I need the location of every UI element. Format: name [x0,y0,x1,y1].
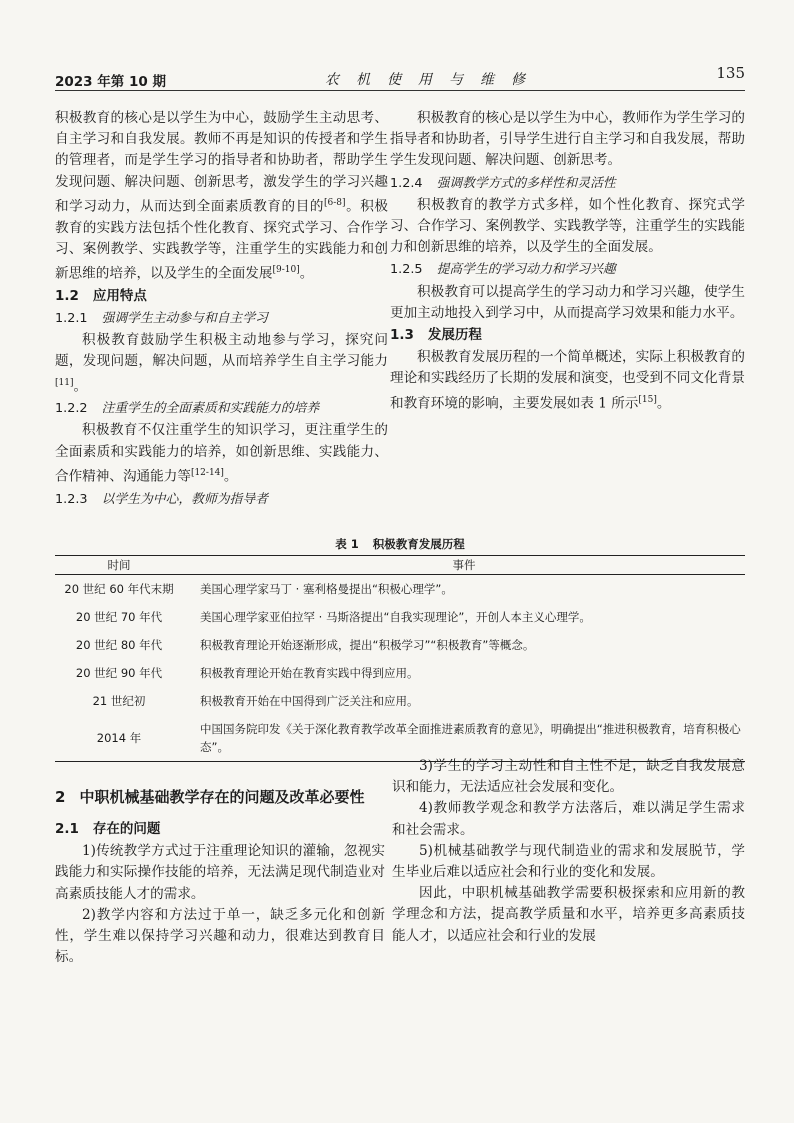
paragraph [390,347,745,414]
section-number: 2 [55,788,66,806]
paragraph-text: 积极教育发展历程的一个简单概述，实际上积极教育的理论和实践经历了长期的发展和演变，也受到不同文化背景和教育环境的影响，主要发展如表 1 所示 [390,349,745,412]
list-item: 1)传统教学方式过于注重理论知识的灌输，忽视实践能力和实际操作技能的培养，无法满足现代制造业对高素质技能人才的需求。 [55,843,385,902]
list-item: 4)教师教学观念和教学方法落后，难以满足学生需求和社会需求。 [392,800,745,838]
left-column-bottom [55,785,385,968]
citation: [6-8] [324,197,346,208]
citation: [11] [55,377,74,388]
paragraph: 积极教育的教学方式多样，如个性化教育、探究式学习、合作学习、案例教学、实践教学等，注重学生的实践能力和创新思维的培养，以及学生的全面发展。 [390,196,745,256]
section-number: 2.1 [55,821,79,837]
issue-label: 2023 年第 10 期 [55,74,166,90]
table-row [55,659,745,687]
paragraph-text: 积极教育鼓励学生积极主动地参与学习，探究问题，发现问题，解决问题，从而培养学生自主学习能力 [55,332,388,370]
section-title: 发展历程 [427,327,482,344]
paragraph-text: 积极教育不仅注重学生的知识学习，更注重学生的全面素质和实践能力的培养，如创新思维、实践能力、合作精神、沟通能力等 [55,422,388,485]
section-title: 强调教学方式的多样性和灵活性 [436,175,616,191]
table-header-row [55,556,745,575]
section-heading-1-2-2 [55,398,388,419]
paragraph-text: 。积极教育的实践方法包括个性化教育、探究式学习、合作学习、案例教学、实践教学等，注重学生的实践能力和创新思维的培养，以及学生的全面发展 [55,198,389,282]
section-heading-1-2 [55,286,388,307]
section-title: 存在的问题 [92,821,161,837]
cell-event: 积极教育理论开始逐渐形成，提出“积极学习”“积极教育”等概念。 [200,638,535,652]
section-title: 中职机械基础教学存在的问题及改革必要性 [79,788,365,806]
section-number: 1.3 [390,327,414,344]
citation: [12-14] [190,467,224,478]
column-header-event: 事件 [452,558,476,572]
citation: [15] [638,394,657,405]
section-number: 1.2.3 [55,491,88,507]
table-row [55,715,745,762]
section-number: 1.2.5 [390,262,423,278]
section-title: 应用特点 [92,287,147,304]
section-number: 1.2.2 [55,401,88,417]
right-column-top [390,108,745,414]
paragraph: 积极教育的核心是以学生为中心，教师作为学生学习的指导者和协助者，引导学生进行自主学习和自我发展，帮助学生发现问题、解决问题、创新思考。 [390,110,745,169]
section-heading-2-1 [55,819,385,840]
left-column-top [55,108,388,511]
citation: [9-10] [272,264,300,275]
cell-event: 美国心理学家马丁 · 塞利格曼提出“积极心理学”。 [200,582,453,596]
table-row [55,687,745,715]
section-heading-1-3 [390,325,745,346]
section-title: 提高学生的学习动力和学习兴趣 [436,262,616,278]
paragraph [55,330,388,397]
table-caption [55,536,745,552]
cell-time: 2014 年 [96,731,142,745]
section-heading-2 [55,785,385,809]
section-number: 1.2.4 [390,175,423,191]
cell-event: 积极教育理论开始在教育实践中得到应用。 [200,666,419,680]
paragraph-text: 。 [73,378,88,395]
page-number: 135 [716,64,745,82]
journal-title: 农机使用与维修 [325,72,542,88]
section-title: 以学生为中心，教师为指导者 [101,491,268,507]
paragraph [55,420,388,487]
cell-event: 积极教育开始在中国得到广泛关注和应用。 [200,694,419,708]
paragraph-text: 。 [299,265,314,282]
cell-time: 20 世纪 60 年代末期 [64,582,174,596]
paragraph-text: 。 [223,468,238,485]
table-label: 表 1 [335,537,359,551]
paragraph: 因此，中职机械基础教学需要积极探索和应用新的教学理念和方法，提高教学质量和水平，培养更多高素质技能人才，以适应社会和行业的发展 [392,885,745,944]
list-item: 5)机械基础教学与现代制造业的需求和发展脱节，学生毕业后难以适应社会和行业的变化和发展。 [392,842,745,881]
list-item: 3)学生的学习主动性和自主性不足，缺乏自我发展意识和能力，无法适应社会发展和变化。 [392,758,745,796]
section-number: 1.2.1 [55,310,88,326]
section-title: 注重学生的全面素质和实践能力的培养 [101,401,320,417]
list-item: 2)教学内容和方法过于单一，缺乏多元化和创新性，学生难以保持学习兴趣和动力，很难达到教育目标。 [55,906,385,966]
paragraph [55,108,388,285]
cell-time: 21 世纪初 [92,694,146,708]
paragraph-text: 。 [656,395,671,412]
cell-time: 20 世纪 70 年代 [75,610,163,624]
section-heading-1-2-4 [390,173,745,194]
cell-time: 20 世纪 90 年代 [75,666,163,680]
section-heading-1-2-3 [55,489,388,510]
section-heading-1-2-1 [55,308,388,329]
table-row [55,631,745,659]
cell-event: 中国国务院印发《关于深化教育教学改革全面推进素质教育的意见》，明确提出“推进积极教育，培育积极心态”。 [200,722,741,754]
table-row [55,575,745,604]
column-header-time: 时间 [107,558,131,572]
right-column-bottom [392,756,745,947]
cell-time: 20 世纪 80 年代 [75,638,163,652]
table-row [55,603,745,631]
running-header [55,64,745,91]
cell-event: 美国心理学家亚伯拉罕 · 马斯洛提出“自我实现理论”，开创人本主义心理学。 [200,610,591,624]
section-title: 强调学生主动参与和自主学习 [101,310,268,326]
paragraph-text: 积极教育的核心是以学生为中心，鼓励学生主动思考、自主学习和自我发展。教师不再是知识的传授者和学生的管理者，而是学生学习的指导者和协助者，帮助学生发现问题、解决问题、创新思考，激发学生的学习兴趣和学习动力，从而达到全面素质教育的目的 [55,110,388,215]
section-heading-1-2-5 [390,259,745,280]
paragraph: 积极教育可以提高学生的学习动力和学习兴趣，使学生更加主动地投入到学习中，从而提高学习效果和能力水平。 [390,283,745,321]
history-table [55,555,745,762]
section-number: 1.2 [55,287,79,304]
table-title: 积极教育发展历程 [372,537,465,551]
